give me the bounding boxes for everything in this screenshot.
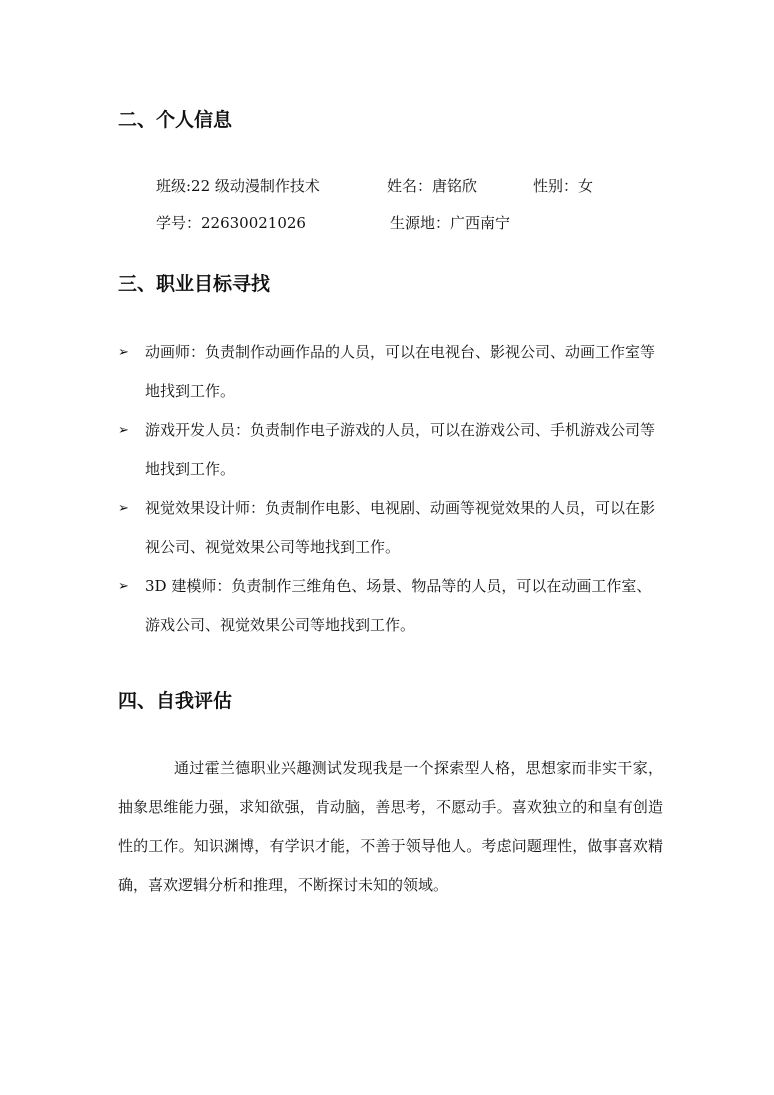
arrow-bullet-icon: ➢	[118, 501, 129, 516]
list-item	[118, 333, 663, 411]
arrow-bullet-icon: ➢	[118, 345, 129, 360]
gender-field: 性别：女	[533, 177, 594, 195]
student-id-field: 学号：22630021026	[156, 214, 306, 232]
list-item-text: 游戏开发人员：负责制作电子游戏的人员，可以在游戏公司、手机游戏公司等地找到工作。	[145, 421, 656, 478]
self-assessment-paragraph: 通过霍兰德职业兴趣测试发现我是一个探索型人格，思想家而非实干家，抽象思维能力强，求知欲强，肯动脑，善思考，不愿动手。喜欢独立的和皇有创造性的工作。知识渊博，有学识才能，不善于领导他人。考虑问题理性，做事喜欢精确，喜欢逻辑分析和推理，不断探讨未知的领域。	[118, 759, 663, 894]
list-item-text: 视觉效果设计师：负责制作电影、电视剧、动画等视觉效果的人员，可以在影视公司、视觉效果公司等地找到工作。	[145, 499, 656, 556]
section-3-heading: 三、职业目标寻找	[118, 273, 271, 295]
career-target-list	[118, 333, 663, 645]
name-field: 姓名：唐铭欣	[387, 177, 478, 195]
section-4-heading: 四、自我评估	[118, 690, 233, 712]
arrow-bullet-icon: ➢	[118, 423, 129, 438]
list-item	[118, 567, 663, 645]
section-2-heading: 二、个人信息	[118, 109, 233, 131]
list-item	[118, 489, 663, 567]
list-item	[118, 411, 663, 489]
origin-field: 生源地：广西南宁	[390, 214, 511, 232]
list-item-text: 3D 建模师：负责制作三维角色、场景、物品等的人员，可以在动画工作室、游戏公司、视觉效果公司等地找到工作。	[145, 577, 652, 634]
list-item-text: 动画师：负责制作动画作品的人员，可以在电视台、影视公司、动画工作室等地找到工作。	[145, 343, 656, 400]
class-field: 班级:22 级动漫制作技术	[156, 177, 320, 195]
arrow-bullet-icon: ➢	[118, 579, 129, 594]
